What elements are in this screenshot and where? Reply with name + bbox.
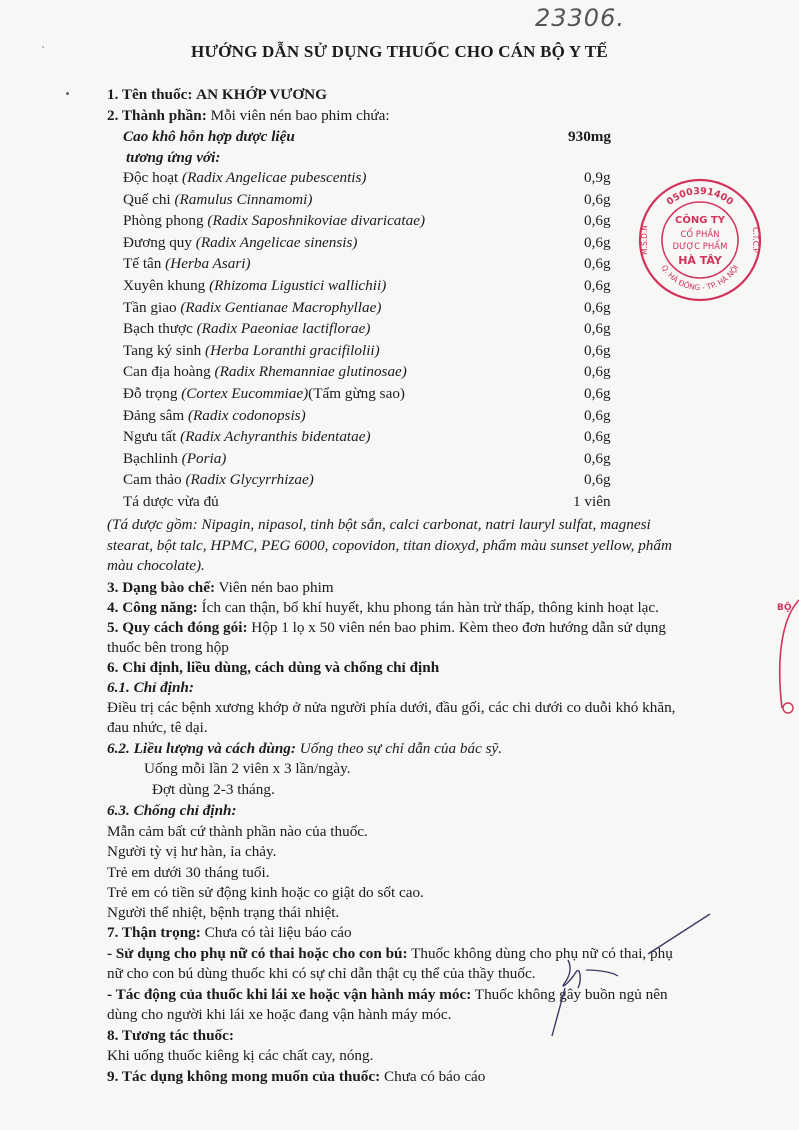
contraindication-5: Người thể nhiệt, bệnh trạng thái nhiệt. bbox=[107, 904, 340, 921]
section-6-2 bbox=[107, 740, 502, 758]
section-9-value: Chưa có báo cáo bbox=[380, 1068, 486, 1085]
ingredient-row bbox=[123, 299, 381, 317]
ingredient-amount: 0,6g bbox=[584, 428, 611, 445]
extract-equiv: tương ứng với: bbox=[126, 149, 221, 166]
stamp-bottom-text: Q. HÀ ĐÔNG - TP. HÀ NỘI bbox=[659, 263, 741, 293]
scan-speck bbox=[66, 92, 69, 95]
ingredient-name: Độc hoạt bbox=[123, 169, 179, 186]
ingredient-amount: 0,6g bbox=[584, 342, 611, 359]
section-6-1-label: 6.1. Chỉ định: bbox=[107, 679, 194, 696]
section-3-value: Viên nén bao phim bbox=[215, 579, 334, 596]
section-7 bbox=[107, 924, 352, 942]
driving-cont: dùng cho người khi lái xe hoặc đang vận hành máy móc. bbox=[107, 1006, 452, 1023]
section-1 bbox=[107, 86, 327, 104]
excipient-note-3: màu chocolate). bbox=[107, 557, 205, 574]
contraindication-1: Mẫn cảm bất cứ thành phần nào của thuốc. bbox=[107, 823, 368, 840]
stamp-line-4: HÀ TÂY bbox=[678, 254, 722, 267]
ingredient-row bbox=[123, 363, 407, 381]
section-6-3-label: 6.3. Chống chỉ định: bbox=[107, 802, 237, 819]
ingredient-row bbox=[123, 212, 425, 230]
section-6-2-line-1: Uống mỗi lần 2 viên x 3 lần/ngày. bbox=[144, 760, 351, 777]
ingredient-latin: (Radix Glycyrrhizae) bbox=[185, 471, 314, 488]
extract-label: Cao khô hỗn hợp dược liệu bbox=[123, 128, 295, 145]
edge-stamp bbox=[772, 598, 799, 728]
ingredient-name: Tang ký sinh bbox=[123, 342, 202, 359]
section-2 bbox=[107, 107, 390, 125]
excipient-label: Tá dược vừa đủ bbox=[123, 493, 219, 510]
signature-mark bbox=[520, 910, 730, 1040]
excipient-note-2: stearat, bột talc, HPMC, PEG 6000, copovidon, titan dioxyd, phẩm màu sunset yellow, phẩm bbox=[107, 537, 672, 554]
ingredient-latin: (Radix Saposhnikoviae divaricatae) bbox=[207, 212, 426, 229]
extract-amount: 930mg bbox=[568, 128, 612, 145]
ingredient-row bbox=[123, 234, 357, 252]
section-6-2-value: Uống theo sự chỉ dẫn của bác sỹ. bbox=[295, 740, 503, 757]
section-4-value: Ích can thận, bổ khí huyết, khu phong tán hàn trừ thấp, thông kinh hoạt lạc. bbox=[197, 599, 659, 616]
ingredient-latin: (Cortex Eucommiae) bbox=[181, 385, 309, 402]
stamp-right-text: C.T.C.P bbox=[751, 227, 760, 253]
ingredient-amount: 0,6g bbox=[584, 277, 611, 294]
ingredient-name: Xuyên khung bbox=[123, 277, 206, 294]
ingredient-name: Đảng sâm bbox=[123, 407, 185, 424]
ingredient-latin: (Radix Rhemanniae glutinosae) bbox=[214, 363, 407, 380]
ingredient-latin: (Radix Gentianae Macrophyllae) bbox=[180, 299, 382, 316]
pregnancy-cont: nữ cho con bú dùng thuốc khi có sự chỉ dẫn thật cụ thể của thầy thuốc. bbox=[107, 965, 536, 982]
excipient-amount: 1 viên bbox=[573, 493, 611, 510]
contraindication-4: Trẻ em có tiền sử động kinh hoặc co giật do sốt cao. bbox=[107, 884, 424, 901]
section-2-value: Mỗi viên nén bao phim chứa: bbox=[210, 107, 390, 124]
ingredient-row bbox=[123, 385, 405, 403]
ingredient-row bbox=[123, 169, 366, 187]
ingredient-latin: (Radix Angelicae pubescentis) bbox=[182, 169, 367, 186]
ingredient-latin: (Radix Achyranthis bidentatae) bbox=[180, 428, 371, 445]
section-9-label: 9. Tác dụng không mong muốn của thuốc: bbox=[107, 1068, 381, 1085]
ingredient-latin: (Ramulus Cinnamomi) bbox=[174, 191, 313, 208]
drug-name: AN KHỚP VƯƠNG bbox=[196, 86, 327, 103]
ingredient-amount: 0,6g bbox=[584, 385, 611, 402]
stamp-outer-ring bbox=[640, 180, 760, 300]
ingredient-latin: (Radix Angelicae sinensis) bbox=[195, 234, 358, 251]
section-6-2-label: 6.2. Liều lượng và cách dùng: bbox=[107, 740, 296, 757]
section-6-2-line-2: Đợt dùng 2-3 tháng. bbox=[152, 781, 275, 798]
ingredient-name: Ngưu tất bbox=[123, 428, 177, 445]
section-6-label: 6. Chỉ định, liều dùng, cách dùng và chống chỉ định bbox=[107, 659, 440, 676]
contraindication-3: Trẻ em dưới 30 tháng tuổi. bbox=[107, 864, 270, 881]
ingredient-name: Bạchlinh bbox=[123, 450, 178, 467]
section-4 bbox=[107, 599, 659, 617]
ingredient-name: Tế tân bbox=[123, 255, 162, 272]
section-4-label: 4. Công năng: bbox=[107, 599, 198, 616]
section-5-cont: thuốc bên trong hộp bbox=[107, 639, 229, 656]
handwritten-number: 23306. bbox=[535, 4, 625, 32]
stamp-top-text: 0500391400 bbox=[664, 185, 736, 208]
document-title: HƯỚNG DẪN SỬ DỤNG THUỐC CHO CÁN BỘ Y TẾ bbox=[191, 42, 608, 61]
ingredient-amount: 0,9g bbox=[584, 169, 611, 186]
section-7-label: 7. Thận trọng: bbox=[107, 924, 201, 941]
ingredient-row bbox=[123, 450, 226, 468]
stamp-line-2: CỔ PHẦN bbox=[680, 230, 720, 240]
section-5 bbox=[107, 619, 666, 637]
section-1-label: 1. Tên thuốc: bbox=[107, 86, 193, 103]
driving-label: - Tác động của thuốc khi lái xe hoặc vận hành máy móc: bbox=[107, 986, 472, 1003]
pregnancy-value: Thuốc không dùng cho phụ nữ có thai, phụ bbox=[407, 945, 673, 962]
scan-speck bbox=[42, 46, 44, 48]
ingredient-latin: (Herba Loranthi gracifilolii) bbox=[205, 342, 380, 359]
ingredient-name: Phòng phong bbox=[123, 212, 204, 229]
ingredient-name: Tần giao bbox=[123, 299, 177, 316]
ingredient-amount: 0,6g bbox=[584, 407, 611, 424]
ingredient-latin: (Radix Paeoniae lactiflorae) bbox=[196, 320, 371, 337]
ingredient-row bbox=[123, 320, 370, 338]
ingredient-amount: 0,6g bbox=[584, 320, 611, 337]
ingredient-row bbox=[123, 428, 371, 446]
pregnancy-label: - Sử dụng cho phụ nữ có thai hoặc cho con bú: bbox=[107, 945, 408, 962]
stamp-line-1: CÔNG TY bbox=[675, 215, 725, 226]
ingredient-amount: 0,6g bbox=[584, 450, 611, 467]
section-6-1-line-2: đau nhức, tê dại. bbox=[107, 719, 208, 736]
excipient-note-1: (Tá dược gồm: Nipagin, nipasol, tinh bột sắn, calci carbonat, natri lauryl sulfat, magnesi bbox=[107, 516, 651, 533]
section-5-value: Hộp 1 lọ x 50 viên nén bao phim. Kèm theo đơn hướng dẫn sử dụng bbox=[247, 619, 666, 636]
ingredient-name: Can địa hoàng bbox=[123, 363, 211, 380]
driving-value: Thuốc không gây buồn ngủ nên bbox=[471, 986, 668, 1003]
ingredient-amount: 0,6g bbox=[584, 234, 611, 251]
ingredient-amount: 0,6g bbox=[584, 212, 611, 229]
company-stamp bbox=[636, 176, 764, 304]
ingredient-name: Bạch thược bbox=[123, 320, 193, 337]
ingredient-extra: (Tẩm gừng sao) bbox=[308, 385, 405, 402]
ingredient-row bbox=[123, 407, 306, 425]
ingredient-row bbox=[123, 471, 314, 489]
ingredient-name: Cam thảo bbox=[123, 471, 182, 488]
ingredient-latin: (Poria) bbox=[181, 450, 227, 467]
section-9 bbox=[107, 1068, 485, 1086]
ingredient-name: Đỗ trọng bbox=[123, 385, 178, 402]
stamp-line-3: DƯỢC PHẨM bbox=[672, 242, 728, 252]
ingredient-latin: (Radix codonopsis) bbox=[187, 407, 306, 424]
ingredient-amount: 0,6g bbox=[584, 471, 611, 488]
ingredient-amount: 0,6g bbox=[584, 255, 611, 272]
ingredient-latin: (Herba Asari) bbox=[165, 255, 251, 272]
section-5-label: 5. Quy cách đóng gói: bbox=[107, 619, 248, 636]
section-2-label: 2. Thành phần: bbox=[107, 107, 207, 124]
section-3-label: 3. Dạng bào chế: bbox=[107, 579, 216, 596]
ingredient-row bbox=[123, 342, 380, 360]
ingredient-row bbox=[123, 191, 312, 209]
section-7-value: Chưa có tài liệu báo cáo bbox=[200, 924, 352, 941]
section-8-label: 8. Tương tác thuốc: bbox=[107, 1027, 234, 1044]
contraindication-2: Người tỳ vị hư hàn, ỉa chảy. bbox=[107, 843, 277, 860]
ingredient-latin: (Rhizoma Ligustici wallichii) bbox=[209, 277, 387, 294]
section-3 bbox=[107, 579, 334, 597]
ingredient-amount: 0,6g bbox=[584, 191, 611, 208]
ingredient-row bbox=[123, 255, 251, 273]
ingredient-amount: 0,6g bbox=[584, 299, 611, 316]
stamp-left-text: M.S.D.N bbox=[640, 225, 649, 255]
section-8-value: Khi uống thuốc kiêng kị các chất cay, nóng. bbox=[107, 1047, 374, 1064]
ingredient-name: Quế chi bbox=[123, 191, 171, 208]
svg-text:BỘ: BỘ bbox=[777, 603, 792, 613]
section-6-1-line-1: Điều trị các bệnh xương khớp ở nửa người phía dưới, đầu gối, các chi dưới co duỗi khó khăn, bbox=[107, 699, 676, 716]
ingredient-row bbox=[123, 277, 386, 295]
ingredient-amount: 0,6g bbox=[584, 363, 611, 380]
ingredient-name: Đương quy bbox=[123, 234, 192, 251]
